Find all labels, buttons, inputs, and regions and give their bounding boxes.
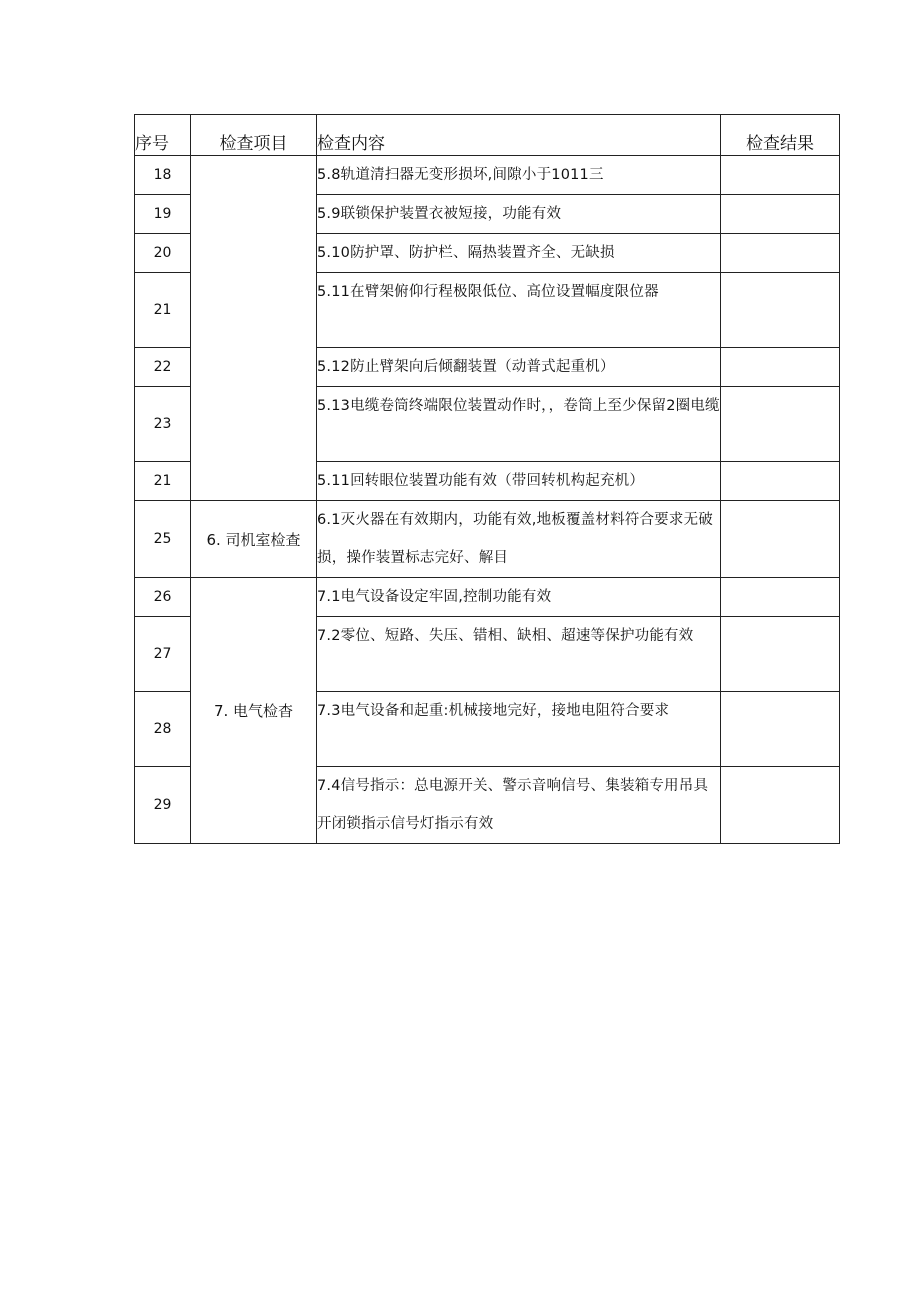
row-no: 23 [135, 387, 191, 462]
row-no: 21 [135, 462, 191, 501]
header-content: 检查内容 [317, 115, 721, 156]
group-item-5 [191, 156, 317, 501]
row-result[interactable] [721, 195, 840, 234]
row-content: 5.12防止臂架向后倾翻装置（动普式起重机） [317, 348, 721, 387]
inspection-sheet [134, 114, 839, 844]
row-no: 25 [135, 501, 191, 578]
row-no: 26 [135, 578, 191, 617]
table-row [135, 156, 840, 195]
row-content: 5.13电缆卷筒终端限位装置动作时，，卷筒上至少保留2圈电缆 [317, 387, 721, 462]
row-result[interactable] [721, 692, 840, 767]
row-result[interactable] [721, 348, 840, 387]
row-no: 18 [135, 156, 191, 195]
row-no: 28 [135, 692, 191, 767]
row-result[interactable] [721, 501, 840, 578]
row-content: 5.8轨道清扫器无变形损坏,间隙小于1011三 [317, 156, 721, 195]
row-content: 5.11回转眼位装置功能有效（带回转机构起充机） [317, 462, 721, 501]
row-result[interactable] [721, 617, 840, 692]
row-content: 6.1灭火器在有效期内，功能有效,地板覆盖材料符合要求无破损，操作装置标志完好、解目 [317, 501, 721, 578]
table-row [135, 501, 840, 578]
row-no: 20 [135, 234, 191, 273]
group-item-7: 7. 电气检杳 [191, 578, 317, 844]
row-no: 27 [135, 617, 191, 692]
row-no: 21 [135, 273, 191, 348]
row-result[interactable] [721, 156, 840, 195]
row-no: 22 [135, 348, 191, 387]
row-result[interactable] [721, 387, 840, 462]
row-result[interactable] [721, 234, 840, 273]
table-header-row [135, 115, 840, 156]
header-result: 检查结果 [721, 115, 840, 156]
header-item: 检查项目 [191, 115, 317, 156]
row-no: 29 [135, 767, 191, 844]
row-content: 5.11在臂架俯仰行程极限低位、高位设置幅度限位器 [317, 273, 721, 348]
header-no: 序号 [135, 115, 191, 156]
row-content: 7.3电气设备和起重:机械接地完好，接地电阻符合要求 [317, 692, 721, 767]
row-result[interactable] [721, 767, 840, 844]
row-content: 7.4信号指示：总电源开关、警示音响信号、集装箱专用吊具开闭锁指示信号灯指示有效 [317, 767, 721, 844]
row-no: 19 [135, 195, 191, 234]
row-content: 7.2零位、短路、失压、错相、缺相、超速等保护功能有效 [317, 617, 721, 692]
row-content: 7.1电气设备设定牢固,控制功能有效 [317, 578, 721, 617]
row-result[interactable] [721, 462, 840, 501]
table-row [135, 578, 840, 617]
row-result[interactable] [721, 273, 840, 348]
inspection-table [134, 114, 840, 844]
group-item-6: 6. 司机室检查 [191, 501, 317, 578]
row-content: 5.10防护罩、防护栏、隔热装置齐全、无缺损 [317, 234, 721, 273]
row-content: 5.9联锁保护装置衣被短接，功能有效 [317, 195, 721, 234]
row-result[interactable] [721, 578, 840, 617]
